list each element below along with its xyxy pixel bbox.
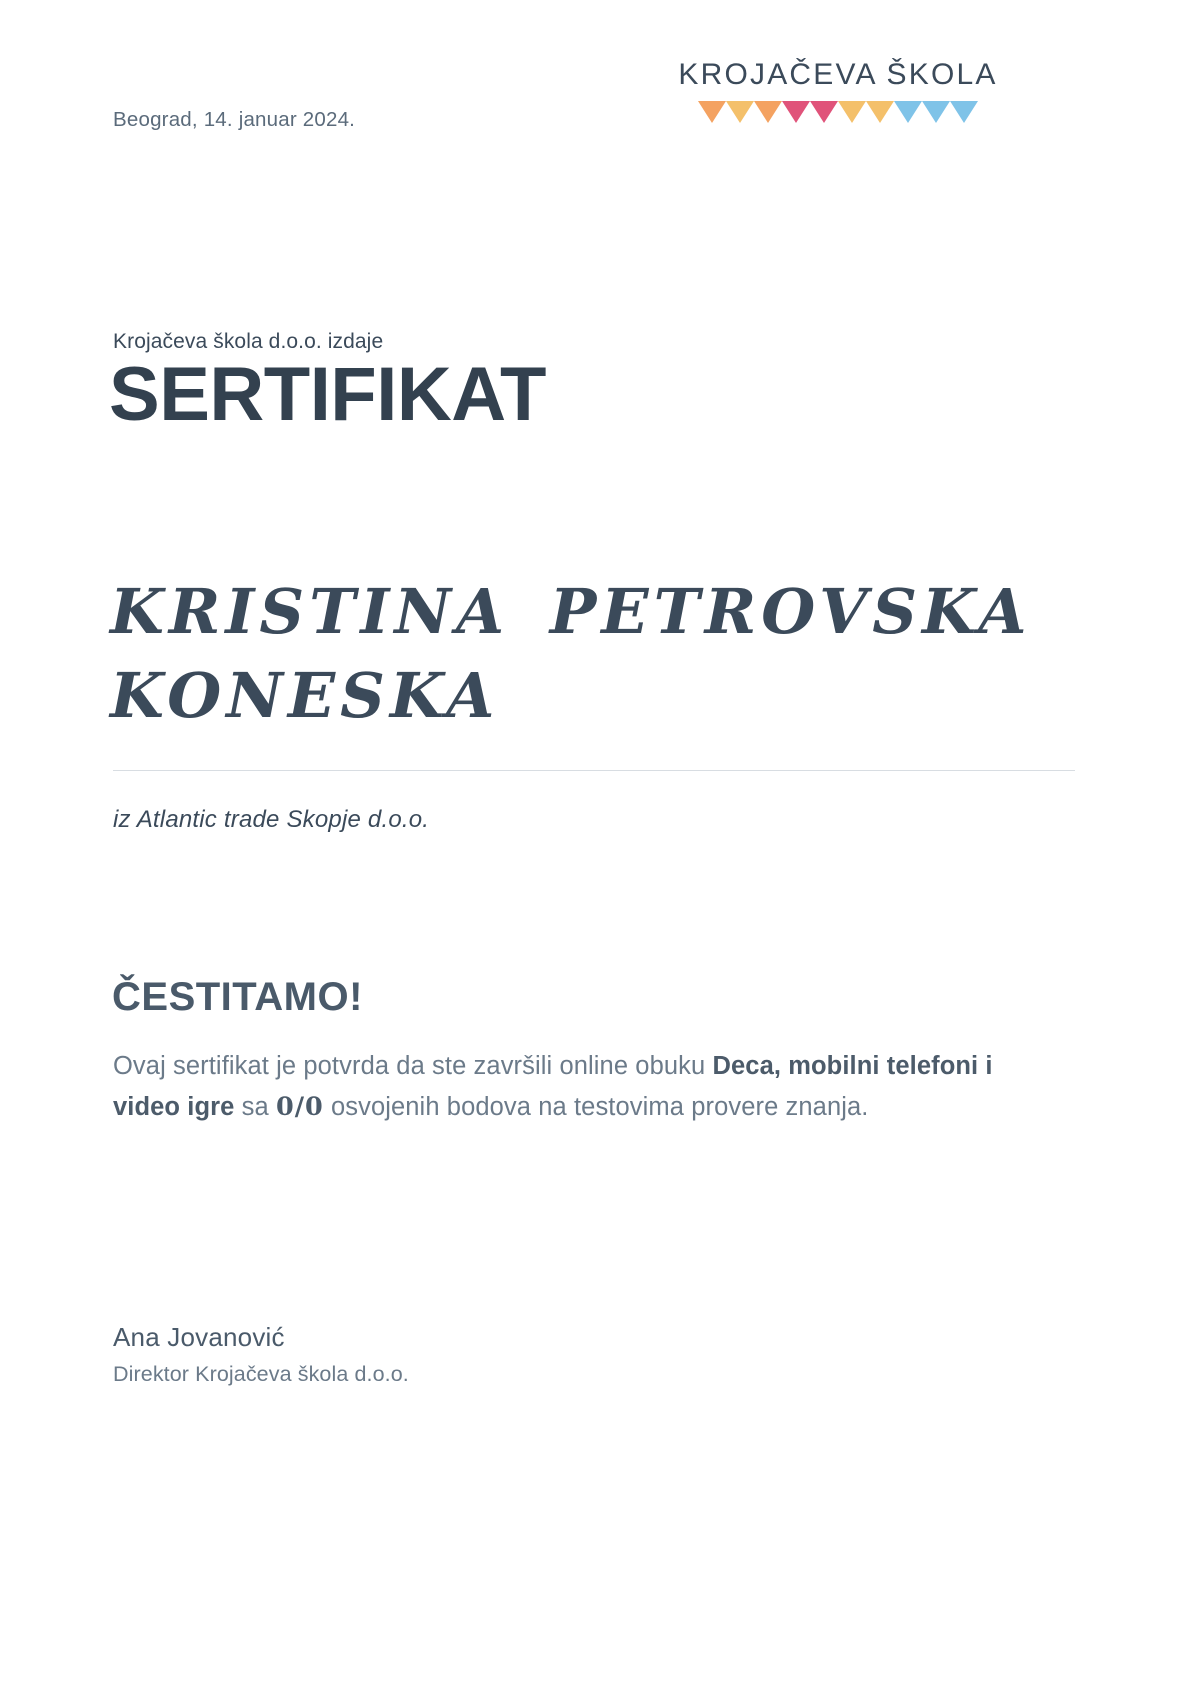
signer-role: Direktor Krojačeva škola d.o.o. [113, 1362, 409, 1386]
logo-zigzag-triangle [950, 101, 978, 123]
logo-zigzag-triangle [922, 101, 950, 123]
score-value: 0/0 [275, 1092, 324, 1123]
issuer-line: Krojačeva škola d.o.o. izdaje [113, 330, 384, 353]
issue-place-date: Beograd, 14. januar 2024. [113, 108, 356, 131]
page-title: SERTIFIKAT [109, 352, 546, 437]
recipient-name: KRISTINA PETROVSKA KONESKA [110, 575, 1032, 732]
course-name: Deca, mobilni telefoni i video igre [113, 1052, 993, 1122]
certificate-body-text [113, 1046, 1023, 1129]
logo-wordmark: KROJAČEVA ŠKOLA [678, 58, 998, 91]
document-header [0, 0, 1191, 180]
logo-zigzag-triangle [782, 101, 810, 123]
logo-zigzag-triangle [866, 101, 894, 123]
body-part-2: sa [234, 1093, 276, 1122]
school-logo [673, 58, 1003, 123]
logo-zigzag-triangle [726, 101, 754, 123]
logo-zigzag-triangle [754, 101, 782, 123]
logo-zigzag-triangle [698, 101, 726, 123]
body-part-3: osvojenih bodova na testovima provere znanja. [323, 1093, 869, 1122]
signer-name: Ana Jovanović [113, 1322, 285, 1352]
recipient-company: iz Atlantic trade Skopje d.o.o. [113, 806, 430, 833]
logo-zigzag-icon [673, 101, 1003, 123]
logo-zigzag-triangle [838, 101, 866, 123]
congrats-heading: ČESTITAMO! [112, 975, 363, 1019]
recipient-divider [113, 770, 1075, 771]
logo-zigzag-triangle [894, 101, 922, 123]
body-part-1: Ovaj sertifikat je potvrda da ste završili online obuku [113, 1052, 713, 1080]
logo-zigzag-triangle [810, 101, 838, 123]
